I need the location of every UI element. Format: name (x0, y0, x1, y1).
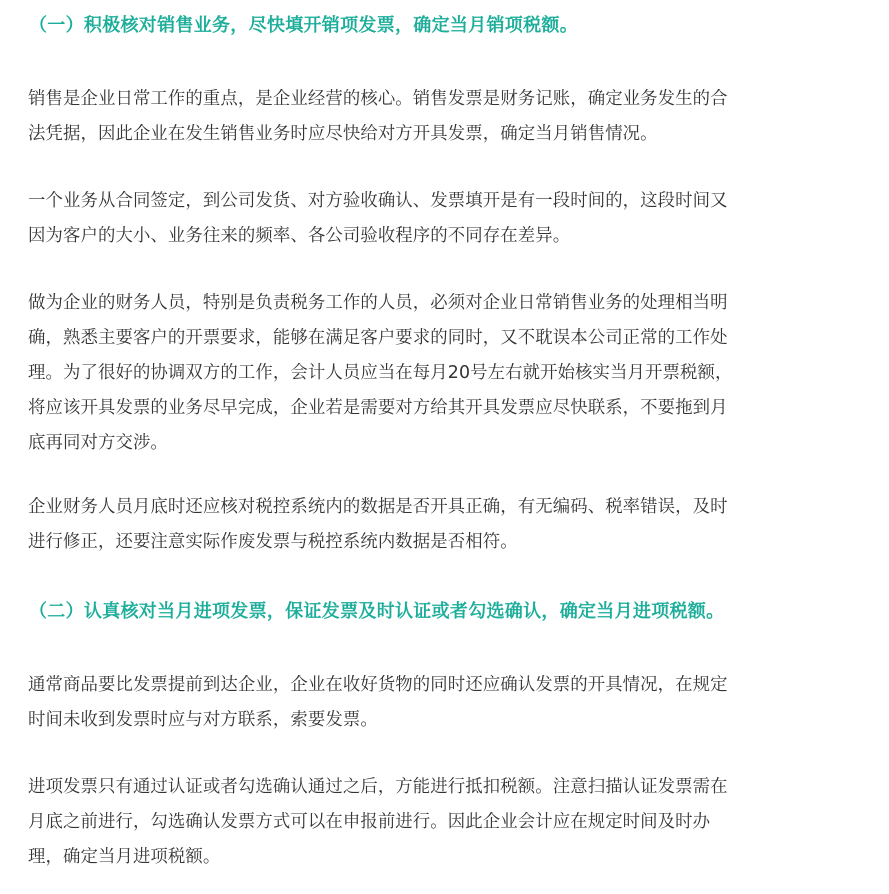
paragraph-line: 月底之前进行，勾选确认发票方式可以在申报前进行。因此企业会计应在规定时间及时办 (28, 812, 711, 832)
paragraph-line: 销售是企业日常工作的重点，是企业经营的核心。销售发票是财务记账，确定业务发生的合 (28, 89, 728, 109)
paragraph-line: 企业财务人员月底时还应核对税控系统内的数据是否开具正确，有无编码、税率错误，及时 (28, 497, 728, 517)
paragraph-line: 一个业务从合同签定，到公司发货、对方验收确认、发票填开是有一段时间的，这段时间又 (28, 191, 728, 211)
paragraph-input-invoice (28, 770, 874, 875)
paragraph-finance-staff (28, 286, 874, 461)
paragraph-line: 理，确定当月进项税额。 (28, 847, 221, 867)
paragraph-business-timeline (28, 184, 874, 254)
paragraph-line: 做为企业的财务人员，特别是负责税务工作的人员，必须对企业日常销售业务的处理相当明 (28, 293, 728, 313)
paragraph-line: 进行修正，还要注意实际作废发票与税控系统内数据是否相符。 (28, 532, 518, 552)
paragraph-line: 因为客户的大小、业务往来的频率、各公司验收程序的不同存在差异。 (28, 226, 571, 246)
paragraph-line: 将应该开具发票的业务尽早完成，企业若是需要对方给其开具发票应尽快联系，不要拖到月 (28, 398, 728, 418)
paragraph-line: 底再同对方交涉。 (28, 433, 168, 453)
paragraph-line: 确，熟悉主要客户的开票要求，能够在满足客户要求的同时，又不耽误本公司正常的工作处 (28, 328, 728, 348)
paragraph-sales-core (28, 82, 874, 152)
paragraph-line: 理。为了很好的协调双方的工作，会计人员应当在每月20号左右就开始核实当月开票税额， (28, 363, 733, 383)
paragraph-month-end-check (28, 490, 874, 560)
section-heading-2: （二）认真核对当月进项发票，保证发票及时认证或者勾选确认，确定当月进项税额。 (29, 601, 725, 622)
paragraph-line: 进项发票只有通过认证或者勾选确认通过之后，方能进行抵扣税额。注意扫描认证发票需在 (28, 777, 728, 797)
paragraph-line: 通常商品要比发票提前到达企业，企业在收好货物的同时还应确认发票的开具情况，在规定 (28, 675, 728, 695)
section-heading-1: （一）积极核对销售业务，尽快填开销项发票，确定当月销项税额。 (29, 15, 578, 36)
paragraph-line: 时间未收到发票时应与对方联系，索要发票。 (28, 710, 378, 730)
paragraph-goods-arrival (28, 668, 874, 738)
paragraph-line: 法凭据，因此企业在发生销售业务时应尽快给对方开具发票，确定当月销售情况。 (28, 124, 658, 144)
